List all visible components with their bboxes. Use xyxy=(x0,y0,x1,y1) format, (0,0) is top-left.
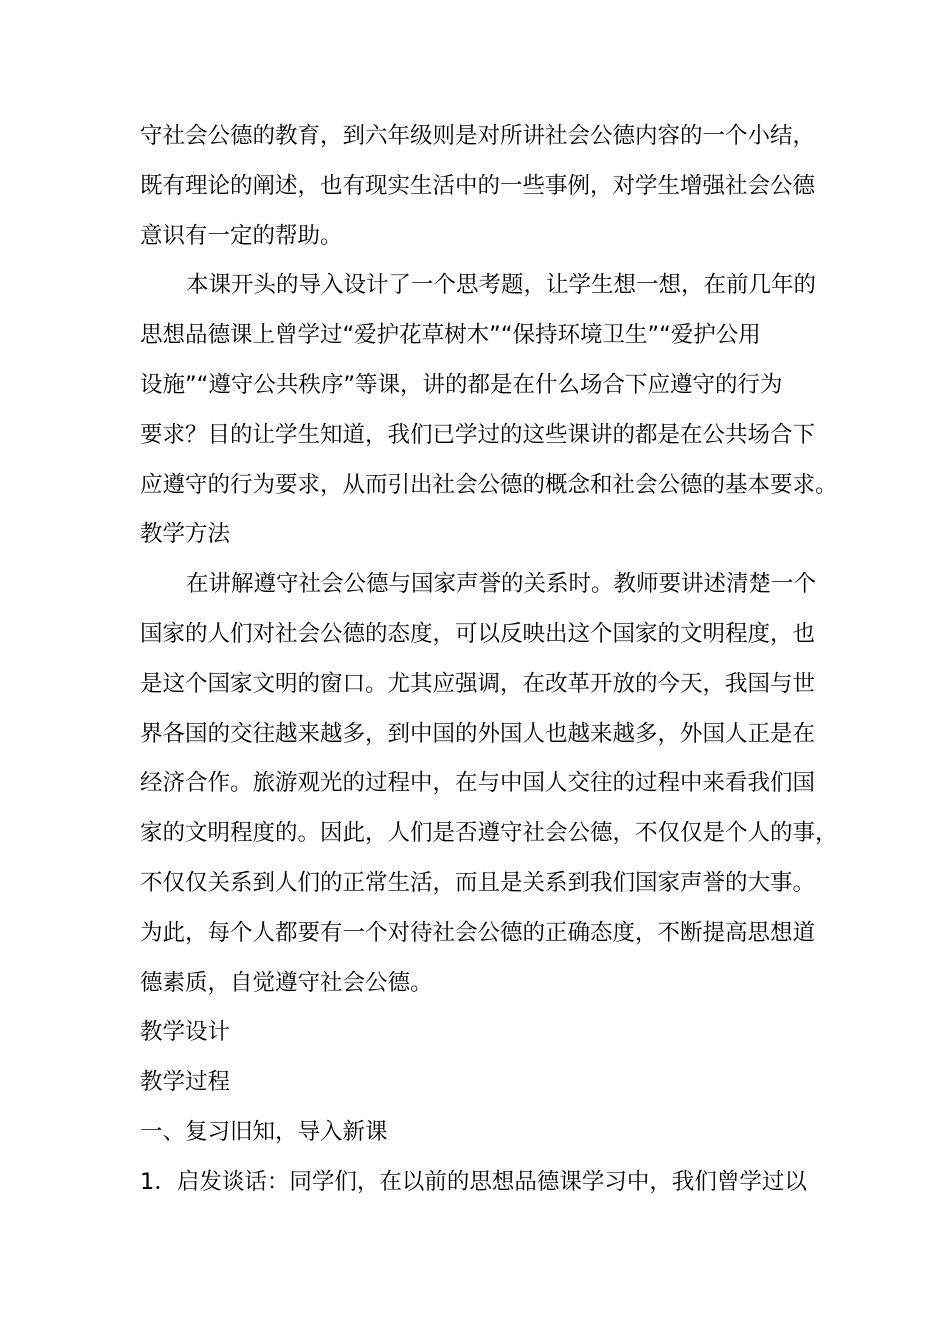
text-line: 要求？目的让学生知道，我们已学过的这些课讲的都是在公共场合下 xyxy=(140,421,816,448)
text-line: 思想品德课上曾学过“爱护花草树木”“保持环境卫生”“爱护公用 xyxy=(140,322,761,349)
text-line: 界各国的交往越来越多，到中国的外国人也越来越多，外国人正是在 xyxy=(140,720,816,747)
text-line: 是这个国家文明的窗口。尤其应强调，在改革开放的今天，我国与世 xyxy=(140,670,816,697)
text-line: 国家的人们对社会公德的态度，可以反映出这个国家的文明程度，也 xyxy=(140,620,816,647)
text-line: 教学过程 xyxy=(140,1069,231,1096)
text-line: 不仅仅关系到人们的正常生活，而且是关系到我们国家声誉的大事。 xyxy=(140,869,816,896)
text-line: 教学方法 xyxy=(140,521,231,548)
text-line: 守社会公德的教育，到六年级则是对所讲社会公德内容的一个小结， xyxy=(140,123,816,149)
paragraph-first-line: 在讲解遵守社会公德与国家声誉的关系时。教师要讲述清楚一个 xyxy=(186,571,817,598)
text-line: 教学设计 xyxy=(140,1019,231,1046)
text-line: 德素质，自觉遵守社会公德。 xyxy=(140,969,433,996)
text-line: 经济合作。旅游观光的过程中，在与中国人交往的过程中来看我们国 xyxy=(140,770,816,797)
text-line: 既有理论的阐述，也有现实生活中的一些事例，对学生增强社会公德 xyxy=(140,172,816,199)
text-line: 应遵守的行为要求，从而引出社会公德的概念和社会公德的基本要求。 xyxy=(140,471,838,498)
text-line: 家的文明程度的。因此，人们是否遵守社会公德，不仅仅是个人的事， xyxy=(140,820,838,847)
text-line: 为此，每个人都要有一个对待社会公德的正确态度，不断提高思想道 xyxy=(140,919,816,946)
text-line: 意识有一定的帮助。 xyxy=(140,222,343,249)
text-line: 1．启发谈话：同学们，在以前的思想品德课学习中，我们曾学过以 xyxy=(140,1168,807,1195)
document-body xyxy=(140,112,838,1208)
paragraph-first-line: 本课开头的导入设计了一个思考题，让学生想一想，在前几年的 xyxy=(186,272,817,299)
text-line: 一、复习旧知，导入新课 xyxy=(140,1118,388,1145)
text-line: 设施”“遵守公共秩序”等课，讲的都是在什么场合下应遵守的行为 xyxy=(140,371,783,398)
